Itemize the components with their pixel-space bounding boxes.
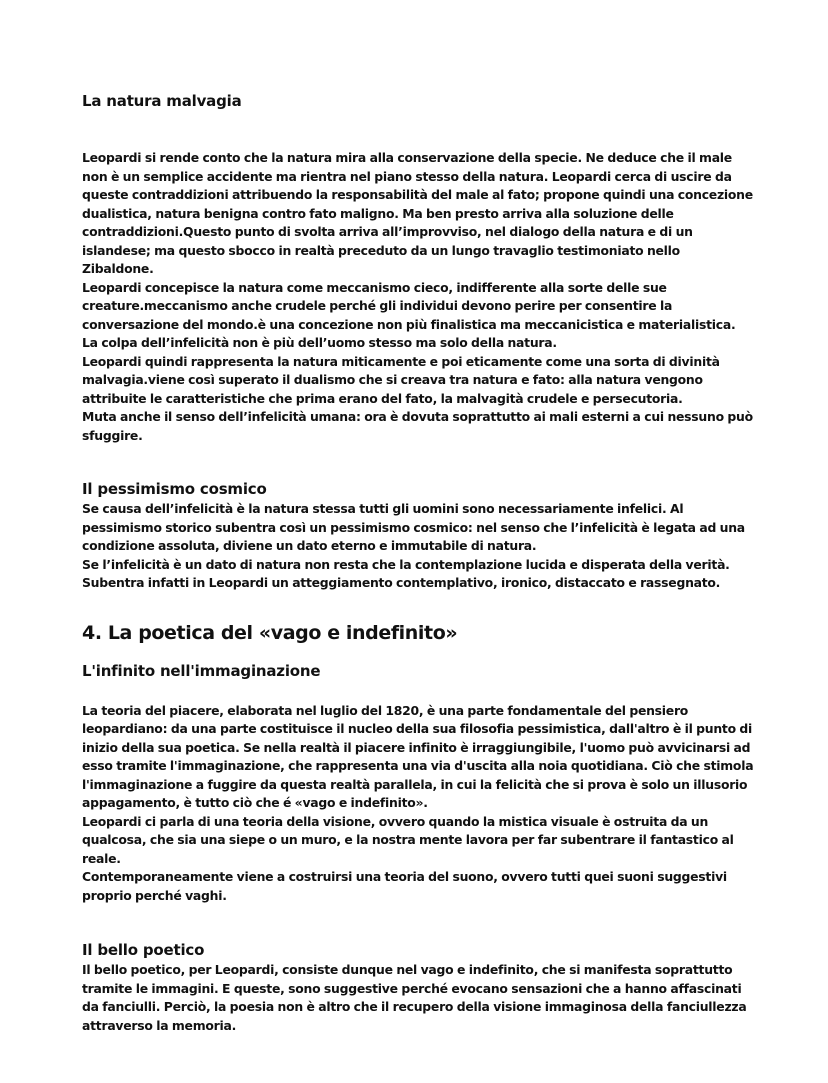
section-body-pessimismo-cosmico: [82, 500, 754, 593]
section-body-infinito: [82, 702, 754, 906]
paragraph: Contemporaneamente viene a costruirsi una teoria del suono, ovvero tutti quei suoni suggestivi proprio perché vaghi.: [82, 869, 727, 903]
section-body-natura-malvagia: [82, 149, 754, 445]
document-page: [82, 90, 754, 1035]
paragraph: Il bello poetico, per Leopardi, consiste dunque nel vago e indefinito, che si manifesta soprattutto tramite le immagini. E queste, sono suggestive perché evocano sensazioni che a hanno affascinati da fanciulli. Perciò, la poesia non è altro che il recupero della visione immaginosa della fanciullezza attraverso la memoria.: [82, 962, 747, 1033]
section-body-bello-poetico: [82, 961, 754, 1035]
chapter-title-poetica: 4. La poetica del «vago e indefinito»: [82, 621, 458, 644]
section-title-pessimismo-cosmico: Il pessimismo cosmico: [82, 480, 267, 498]
paragraph: Muta anche il senso dell’infelicità umana: ora è dovuta soprattutto ai mali esterni a cui nessuno può sfuggire.: [82, 409, 753, 443]
paragraph: Se causa dell’infelicità è la natura stessa tutti gli uomini sono necessariamente infelici. Al pessimismo storico subentra così un pessimismo cosmico: nel senso che l’infelicità è legata ad una condizione assoluta, diviene un dato eterno e immutabile di natura.: [82, 501, 745, 553]
section-title-natura-malvagia: La natura malvagia: [82, 92, 242, 110]
paragraph: Leopardi ci parla di una teoria della visione, ovvero quando la mistica visuale è ostruita da un qualcosa, che sia una siepe o un muro, e la nostra mente lavora per far subentrare il fantastico al reale.: [82, 813, 734, 866]
paragraph: Leopardi quindi rappresenta la natura miticamente e poi eticamente come una sorta di divinità malvagia.viene così superato il dualismo che si creava tra natura e fato: alla natura vengono attribuite le caratteristiche che prima erano del fato, la malvagità crudele e persecutoria.: [82, 353, 720, 406]
section-title-infinito: L'infinito nell'immaginazione: [82, 661, 321, 680]
section-title-bello-poetico: Il bello poetico: [82, 941, 205, 959]
paragraph: Leopardi concepisce la natura come meccanismo cieco, indifferente alla sorte delle sue creature.meccanismo anche crudele perché gli individui devono perire per consentire la conversazione del mondo.è una concezione non più finalistica ma meccanicistica e materialistica. La colpa dell’infelicità non è più dell’uomo stesso ma solo della natura.: [82, 279, 736, 350]
paragraph: Se l’infelicità è un dato di natura non resta che la contemplazione lucida e disperata della verità. Subentra infatti in Leopardi un atteggiamento contemplativo, ironico, distaccato e rassegnato.: [82, 556, 730, 590]
paragraph: Leopardi si rende conto che la natura mira alla conservazione della specie. Ne deduce che il male non è un semplice accidente ma rientra nel piano stesso della natura. Leopardi cerca di uscire da queste contraddizioni attribuendo la responsabilità del male al fato; propone quindi una concezione dualistica, natura benigna contro fato maligno. Ma ben presto arriva alla soluzione delle contraddizioni.Questo punto di svolta arriva all’improvviso, nel dialogo della natura e di un islandese; ma questo sbocco in realtà preceduto da un lungo travaglio testimoniato nello Zibaldone.: [82, 150, 753, 276]
paragraph: La teoria del piacere, elaborata nel luglio del 1820, è una parte fondamentale del pensiero leopardiano: da una parte costituisce il nucleo della sua filosofia pessimistica, dall'altro è il punto di inizio della sua poetica. Se nella realtà il piacere infinito è irraggiungibile, l'uomo può avvicinarsi ad esso tramite l'immaginazione, che rappresenta una via d'uscita alla noia quotidiana. Ciò che stimola l'immaginazione a fuggire da questa realtà parallela, in cui la felicità che si prova è solo un illusorio appagamento, è tutto ciò che é «vago e indefinito».: [82, 702, 754, 810]
